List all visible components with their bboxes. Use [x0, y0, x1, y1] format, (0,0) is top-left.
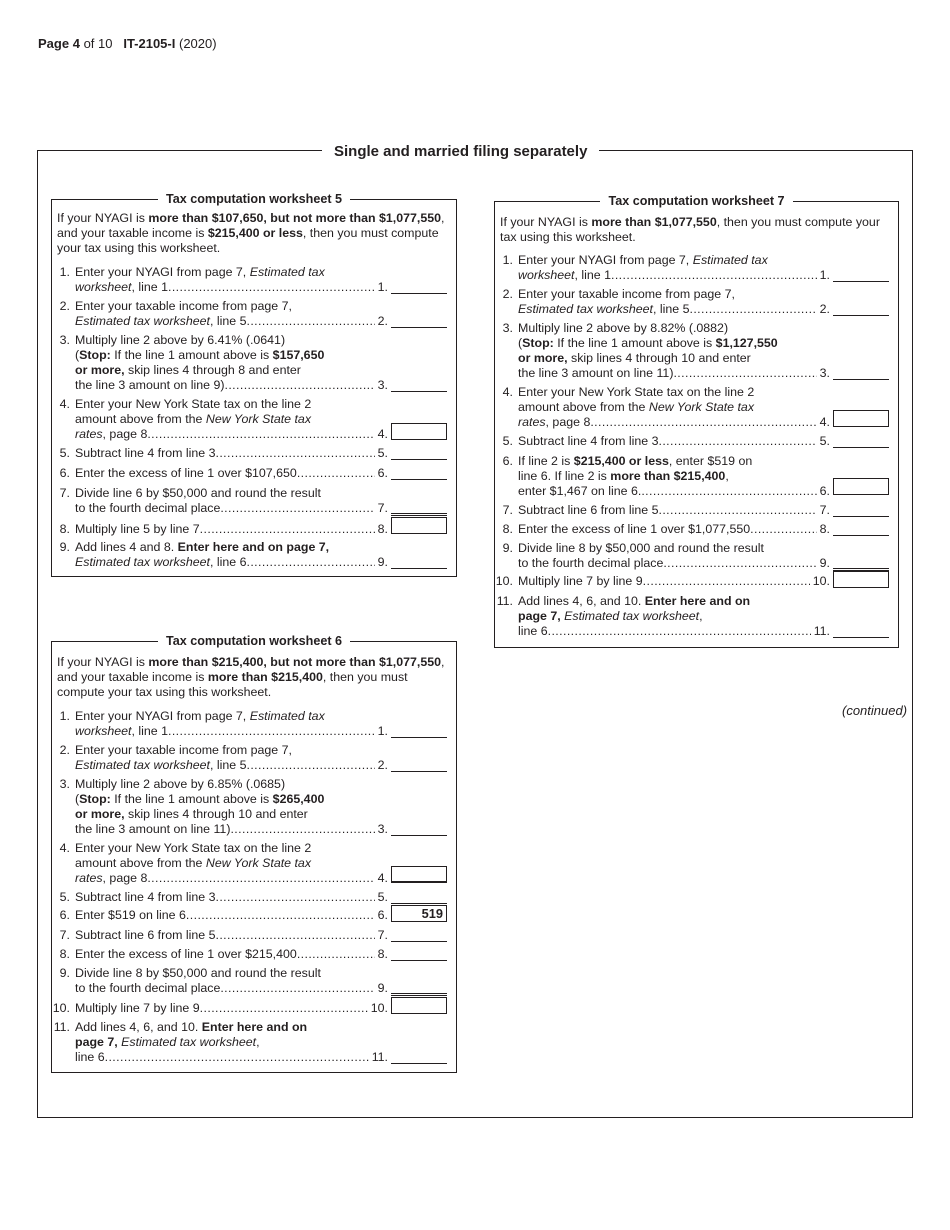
page-header	[38, 36, 217, 51]
ws5-line-6-input[interactable]	[391, 465, 447, 480]
worksheet-6-intro: If your NYAGI is more than $215,400, but not more than $1,077,550, and your taxable income is more than $215,400, then you must compute your tax using this worksheet.	[57, 655, 445, 699]
section-title: Single and married filing separately	[322, 142, 599, 162]
page-number: 4	[72, 36, 80, 51]
ws7-line-3-input[interactable]	[833, 365, 889, 380]
ws7-line-10-input[interactable]	[833, 571, 889, 588]
page-of: of 10	[83, 36, 113, 51]
ws6-line-5-input[interactable]	[391, 889, 447, 904]
ws7-line-1-input[interactable]	[833, 267, 889, 282]
ws7-line-9-input[interactable]	[833, 555, 889, 571]
worksheet-5-title: Tax computation worksheet 5	[52, 191, 456, 207]
worksheet-7-title: Tax computation worksheet 7	[495, 193, 898, 209]
ws7-line-4-input[interactable]	[833, 410, 889, 427]
ws6-line-2-input[interactable]	[391, 757, 447, 772]
worksheet-7-intro: If your NYAGI is more than $1,077,550, then you must compute your tax using this worksheet.	[500, 215, 880, 244]
ws5-line-5-input[interactable]	[391, 445, 447, 460]
ws7-line-2-input[interactable]	[833, 301, 889, 316]
ws6-line-7-input[interactable]	[391, 927, 447, 942]
worksheet-5-intro: If your NYAGI is more than $107,650, but not more than $1,077,550, and your taxable income is $215,400 or less, then you must compute your tax using this worksheet.	[57, 211, 445, 255]
worksheet-6: Tax computation worksheet 6 If your NYAGI is more than $215,400, but not more than $1,077,550, and your taxable income is more than $215,400, then you must compute your tax using this worksheet. 1. Enter your NYAGI from page 7, Estimated tax worksheet, line 1 ..... 1. 2. Enter your taxable income from page 7, Estimated tax worksheet, line 5 ..... 2. 3. Multiply line 2 above by 6.85% (.0685) (Stop: If the line 1 amount above is $265,400 or more, skip lines 4 through 10 and enter the line 3 amount on line 11) ..... 3. 4. Enter your New York State tax on the line 2 amount above from the New York State tax rates, page 8 ..... 4. 5. Subtract line 4 from line 3 ..... 5. 6. Enter $519 on line 6 ..... 6. 519 7. Subtract line 6 from line 5 ..... 7. 8. Enter the excess of line 1 over $215,400 ..... 8. 9. Divide line 8 by $50,000 and round the result to the fourth decimal place ..... 9. 10. Multiply line 7 by line 9 ..... 10. 11. Add lines 4, 6, and 10. Enter here and on page 7, Estimated tax worksheet, line 6 ..... 11.	[51, 641, 457, 1073]
ws5-line-3-input[interactable]	[391, 377, 447, 392]
ws6-line-6-value: 519	[391, 905, 447, 922]
ws6-line-3-input[interactable]	[391, 821, 447, 836]
ws5-line-8-input[interactable]	[391, 517, 447, 534]
worksheet-7: Tax computation worksheet 7 If your NYAGI is more than $1,077,550, then you must compute your tax using this worksheet. 1. Enter your NYAGI from page 7, Estimated tax worksheet, line 1 ..... 1. 2. Enter your taxable income from page 7, Estimated tax worksheet, line 5 ..... 2. 3. Multiply line 2 above by 8.82% (.0882) (Stop: If the line 1 amount above is $1,127,550 or more, skip lines 4 through 10 and enter the line 3 amount on line 11) ..... 3. 4. Enter your New York State tax on the line 2 amount above from the New York State tax rates, page 8 ..... 4. 5. Subtract line 4 from line 3 ..... 5. 6. If line 2 is $215,400 or less, enter $519 on line 6. If line 2 is more than $215,400, enter $1,467 on line 6. ..... 6. 7. Subtract line 6 from line 5 ..... 7. 8. Enter the excess of line 1 over $1,077,550 ..... 8. 9. Divide line 8 by $50,000 and round the result to the fourth decimal place ..... 9. 10. Multiply line 7 by line 9 ..... 10. 11. Add lines 4, 6, and 10. Enter here and on page 7, Estimated tax worksheet, line 6 ..... 11.	[494, 201, 899, 648]
ws5-line-4-input[interactable]	[391, 423, 447, 440]
form-year: (2020)	[178, 36, 217, 51]
page-label: Page	[38, 36, 70, 51]
ws7-line-7-input[interactable]	[833, 502, 889, 517]
ws5-line-9-input[interactable]	[391, 554, 447, 569]
ws6-line-10-input[interactable]	[391, 997, 447, 1014]
ws6-line-1-input[interactable]	[391, 723, 447, 738]
ws7-line-5-input[interactable]	[833, 433, 889, 448]
ws7-line-11-input[interactable]	[833, 623, 889, 638]
ws5-line-7-input[interactable]	[391, 500, 447, 516]
ws6-line-9-input[interactable]	[391, 980, 447, 996]
ws7-line-6-input[interactable]	[833, 478, 889, 495]
ws7-line-8-input[interactable]	[833, 521, 889, 536]
ws6-line-8-input[interactable]	[391, 946, 447, 961]
ws6-line-11-input[interactable]	[391, 1049, 447, 1064]
continued-note: (continued)	[842, 703, 908, 718]
ws6-line-4-input[interactable]	[391, 866, 447, 883]
form-id: IT-2105-I	[123, 36, 176, 51]
ws5-line-1-input[interactable]	[391, 279, 447, 294]
worksheet-5: Tax computation worksheet 5 If your NYAGI is more than $107,650, but not more than $1,077,550, and your taxable income is $215,400 or less, then you must compute your tax using this worksheet. 1. Enter your NYAGI from page 7, Estimated tax worksheet, line 1 ..... 1. 2. Enter your taxable income from page 7, Estimated tax worksheet, line 5 ..... 2. 3. Multiply line 2 above by 6.41% (.0641) (Stop: If the line 1 amount above is $157,650 or more, skip lines 4 through 8 and enter the line 3 amount on line 9) ..... 3. 4. Enter your New York State tax on the line 2 amount above from the New York State tax rates, page 8 ..... 4. 5. Subtract line 4 from line 3 ..... 5. 6. Enter the excess of line 1 over $107,650 ..... 6. 7. Divide line 6 by $50,000 and round the result to the fourth decimal place ..... 7. 8. Multiply line 5 by line 7 ..... 8. 9. Add lines 4 and 8. Enter here and on page 7, Estimated tax worksheet, line 6 ..... 9.	[51, 199, 457, 577]
worksheet-6-title: Tax computation worksheet 6	[52, 633, 456, 649]
ws5-line-2-input[interactable]	[391, 313, 447, 328]
